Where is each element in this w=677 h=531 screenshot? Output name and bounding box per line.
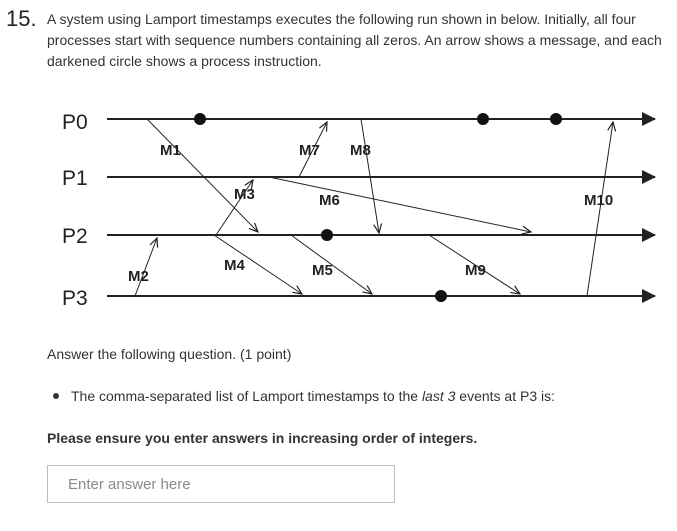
event-dot-p0-3 — [550, 113, 562, 125]
bullet-text — [71, 388, 555, 404]
message-label-m2: M2 — [128, 268, 149, 285]
event-dot-p0-1 — [194, 113, 206, 125]
message-label-m4: M4 — [224, 257, 245, 274]
message-label-m9: M9 — [465, 262, 486, 279]
process-label-p3: P3 — [62, 287, 88, 310]
message-label-m7: M7 — [299, 142, 320, 159]
answer-instruction: Answer the following question. (1 point) — [47, 346, 292, 362]
bullet-text-after: events at P3 is: — [455, 388, 556, 404]
bullet-icon — [53, 393, 59, 399]
message-arrow-m2 — [135, 238, 157, 296]
event-dot-p3-1 — [435, 290, 447, 302]
question-text: A system using Lamport timestamps executes the following run shown in below. Initially, all four processes start with sequence numbers containing all zeros. An arrow shows a message, and each darkened circle shows a process instruction. — [47, 11, 662, 69]
event-dot-p0-2 — [477, 113, 489, 125]
message-arrow-m1 — [147, 119, 258, 232]
message-label-m6: M6 — [319, 192, 340, 209]
message-label-m5: M5 — [312, 262, 333, 279]
message-label-m10: M10 — [584, 192, 614, 209]
question-bullet — [47, 388, 555, 404]
bullet-text-italic: last 3 — [421, 388, 456, 404]
bullet-text-before: The comma-separated list of Lamport timestamps to the — [71, 388, 422, 404]
message-arrow-m6 — [269, 177, 531, 232]
question-number: 15. — [6, 6, 37, 31]
answer-input[interactable] — [47, 465, 395, 503]
message-arrow-m10 — [587, 122, 613, 296]
message-label-m8: M8 — [350, 142, 371, 159]
event-dot-p2-1 — [321, 229, 333, 241]
instruction-note: Please ensure you enter answers in increasing order of integers. — [47, 430, 478, 446]
message-label-m3: M3 — [234, 186, 255, 203]
process-label-p1: P1 — [62, 167, 88, 190]
message-label-m1: M1 — [160, 142, 181, 159]
process-label-p0: P0 — [62, 111, 88, 134]
process-label-p2: P2 — [62, 225, 88, 248]
lamport-diagram — [0, 95, 677, 335]
